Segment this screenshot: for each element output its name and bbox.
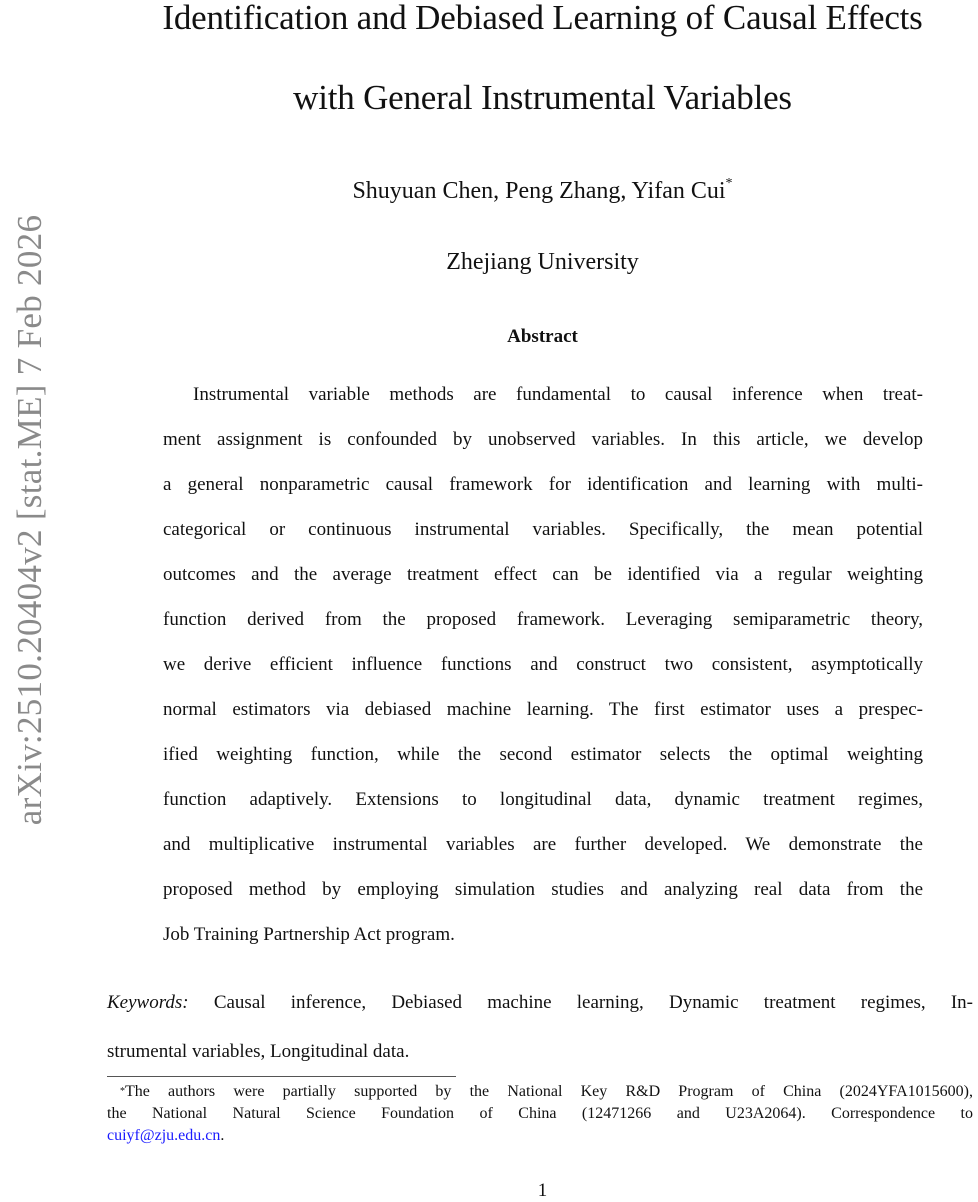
paper-title-line-1: Identification and Debiased Learning of Causal Effects [162, 0, 923, 37]
abstract-line: ified weighting function, while the second estimator selects the optimal weighting [163, 744, 923, 765]
footnote-text: The authors were partially supported by the National Key R&D Program of China (2024YFA1015600), [125, 1083, 973, 1100]
abstract-line: normal estimators via debiased machine learning. The first estimator uses a prespec- [163, 699, 923, 720]
footnote-line-3 [107, 1126, 973, 1146]
abstract-heading: Abstract [507, 326, 578, 347]
abstract-line: function derived from the proposed framework. Leveraging semiparametric theory, [163, 609, 923, 630]
abstract-line: ment assignment is confounded by unobserved variables. In this article, we develop [163, 429, 923, 450]
footnote-separator [107, 1076, 456, 1077]
abstract-line: Instrumental variable methods are fundamental to causal inference when treat- [193, 384, 923, 405]
abstract-line: outcomes and the average treatment effect can be identified via a regular weighting [163, 564, 923, 585]
abstract-line: Job Training Partnership Act program. [163, 924, 455, 945]
affiliation: Zhejiang University [446, 249, 639, 275]
paper-title-line-2: with General Instrumental Variables [293, 78, 792, 117]
author-names: Shuyuan Chen, Peng Zhang, Yifan Cui [352, 178, 726, 204]
abstract-line: we derive efficient influence functions and construct two consistent, asymptotically [163, 654, 923, 675]
footnote-line-2: the National Natural Science Foundation of China (12471266 and U23A2064). Correspondence to [107, 1105, 973, 1122]
keywords-line-1 [107, 991, 973, 1015]
abstract-line: proposed method by employing simulation studies and analyzing real data from the [163, 879, 923, 900]
page-number: 1 [537, 1180, 548, 1201]
keywords-line-2: strumental variables, Longitudinal data. [107, 1041, 410, 1062]
footnote-line-1 [120, 1082, 973, 1102]
arxiv-identifier-stamp: arXiv:2510.20404v2 [stat.ME] 7 Feb 2026 [10, 214, 49, 826]
author-list [107, 178, 978, 205]
author-footnote-mark[interactable]: * [725, 176, 733, 191]
keywords-label: Keywords: [107, 992, 189, 1013]
abstract-line: a general nonparametric causal framework for identification and learning with multi- [163, 474, 923, 495]
abstract-line: and multiplicative instrumental variables are further developed. We demonstrate the [163, 834, 923, 855]
abstract-line: categorical or continuous instrumental variables. Specifically, the mean potential [163, 519, 923, 540]
correspondence-email-link[interactable]: cuiyf@zju.edu.cn [107, 1127, 221, 1144]
footnote-mark: * [120, 1086, 125, 1097]
abstract-line: function adaptively. Extensions to longitudinal data, dynamic treatment regimes, [163, 789, 923, 810]
footnote-period: . [220, 1127, 225, 1144]
keywords-text: Causal inference, Debiased machine learning, Dynamic treatment regimes, In- [188, 992, 973, 1013]
